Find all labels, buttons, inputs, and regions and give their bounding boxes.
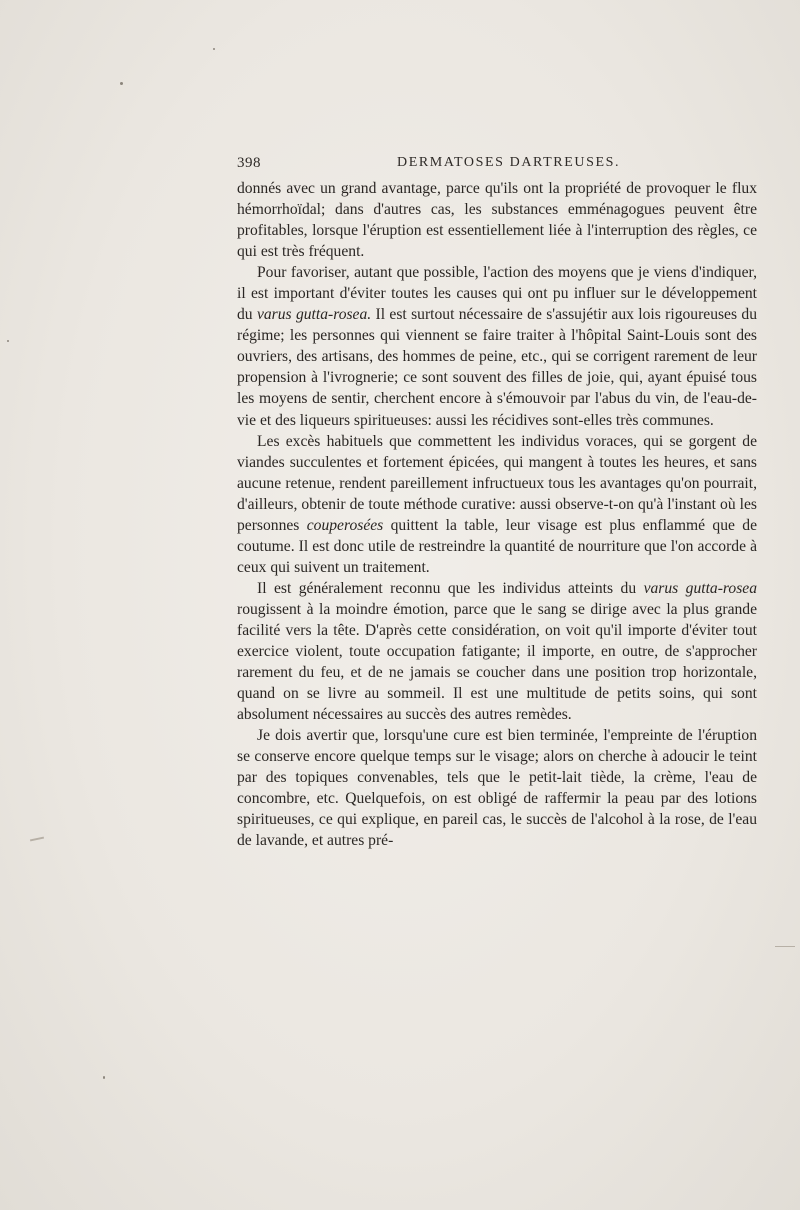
page-header	[237, 155, 757, 177]
paragraph	[237, 178, 757, 262]
text-run: Il est généralement reconnu que les individus atteints du	[257, 579, 644, 597]
text-run: Pour favoriser, autant que possible, l'action des moyens que je viens d'indiquer, il est important d'éviter toutes les causes qui ont pu influer sur le développement du	[237, 264, 757, 324]
paragraph	[237, 262, 757, 430]
paragraph	[237, 725, 757, 851]
paragraph	[237, 578, 757, 725]
italic-term: varus gutta-rosea.	[256, 306, 372, 324]
paper-edge-mark	[775, 946, 795, 947]
paper-speck	[120, 82, 123, 85]
text-run: Il est surtout nécessaire de s'assujétir aux lois rigoureuses du régime; les personnes qui viennent se faire traiter à l'hôpital Saint-Louis sont des ouvriers, des artisans, des hommes de peine, etc., qui se corrigent rarement de leur propension à l'ivrognerie; ce sont souvent des filles de joie, qui, ayant épuisé tous les moyens de sentir, cherchent encore à s'émouvoir par l'abus du vin, de l'eau-de-vie et des liqueurs spiritueuses: aussi les récidives sont-elles très communes.	[237, 306, 757, 429]
paper-speck	[103, 1076, 105, 1079]
paper-edge-mark	[30, 837, 44, 842]
paper-speck	[7, 340, 9, 342]
text-run: Je dois avertir que, lorsqu'une cure est bien terminée, l'empreinte de l'éruption se conserve encore quelque temps sur le visage; alors on cherche à adoucir le teint par des topiques convenables, tels que le petit-lait tiède, la crème, l'eau de concombre, etc. Quelquefois, on est obligé de raffermir la peau par des lotions spiritueuses, ce qui explique, en pareil cas, le succès de l'alcohol à la rose, de l'eau de lavande, et autres pré-	[237, 727, 757, 850]
text-run: rougissent à la moindre émotion, parce que le sang se dirige avec la plus grande facilité vers la tête. D'après cette considération, on voit qu'il importe d'éviter tout exercice violent, toute occupation fatigante; il importe, en outre, de s'approcher rarement du feu, et de ne jamais se coucher dans une position trop horizontale, quand on se livre au sommeil. Il est une multitude de petits soins, qui sont absolument nécessaires au succès des autres remèdes.	[237, 600, 757, 724]
italic-term: couperosées	[306, 516, 384, 534]
italic-term: varus gutta-rosea	[643, 579, 757, 597]
running-head: DERMATOSES DARTREUSES.	[397, 155, 621, 170]
body-text	[237, 178, 757, 852]
text-run: Les excès habituels que commettent les individus voraces, qui se gorgent de viandes succulentes et fortement épicées, qui mangent à toutes les heures, et sans aucune retenue, rendent pareillement infructueux tous les avantages qu'on pourrait, d'ailleurs, obtenir de toute méthode curative: aussi observe-t-on qu'à l'instant où les personnes	[237, 432, 757, 534]
text-run: donnés avec un grand avantage, parce qu'ils ont la propriété de provoquer le flux hémorrhoïdal; dans d'autres cas, les substances emménagogues peuvent être profitables, lorsque l'éruption est essentiellement liée à l'interruption des règles, ce qui est très fréquent.	[237, 180, 757, 261]
paragraph	[237, 431, 757, 578]
paper-speck	[213, 48, 215, 50]
text-run: quittent la table, leur visage est plus enflammé que de coutume. Il est donc utile de restreindre la quantité de nourriture que l'on accorde à ceux qui suivent un traitement.	[237, 516, 757, 576]
page-number: 398	[237, 155, 261, 171]
